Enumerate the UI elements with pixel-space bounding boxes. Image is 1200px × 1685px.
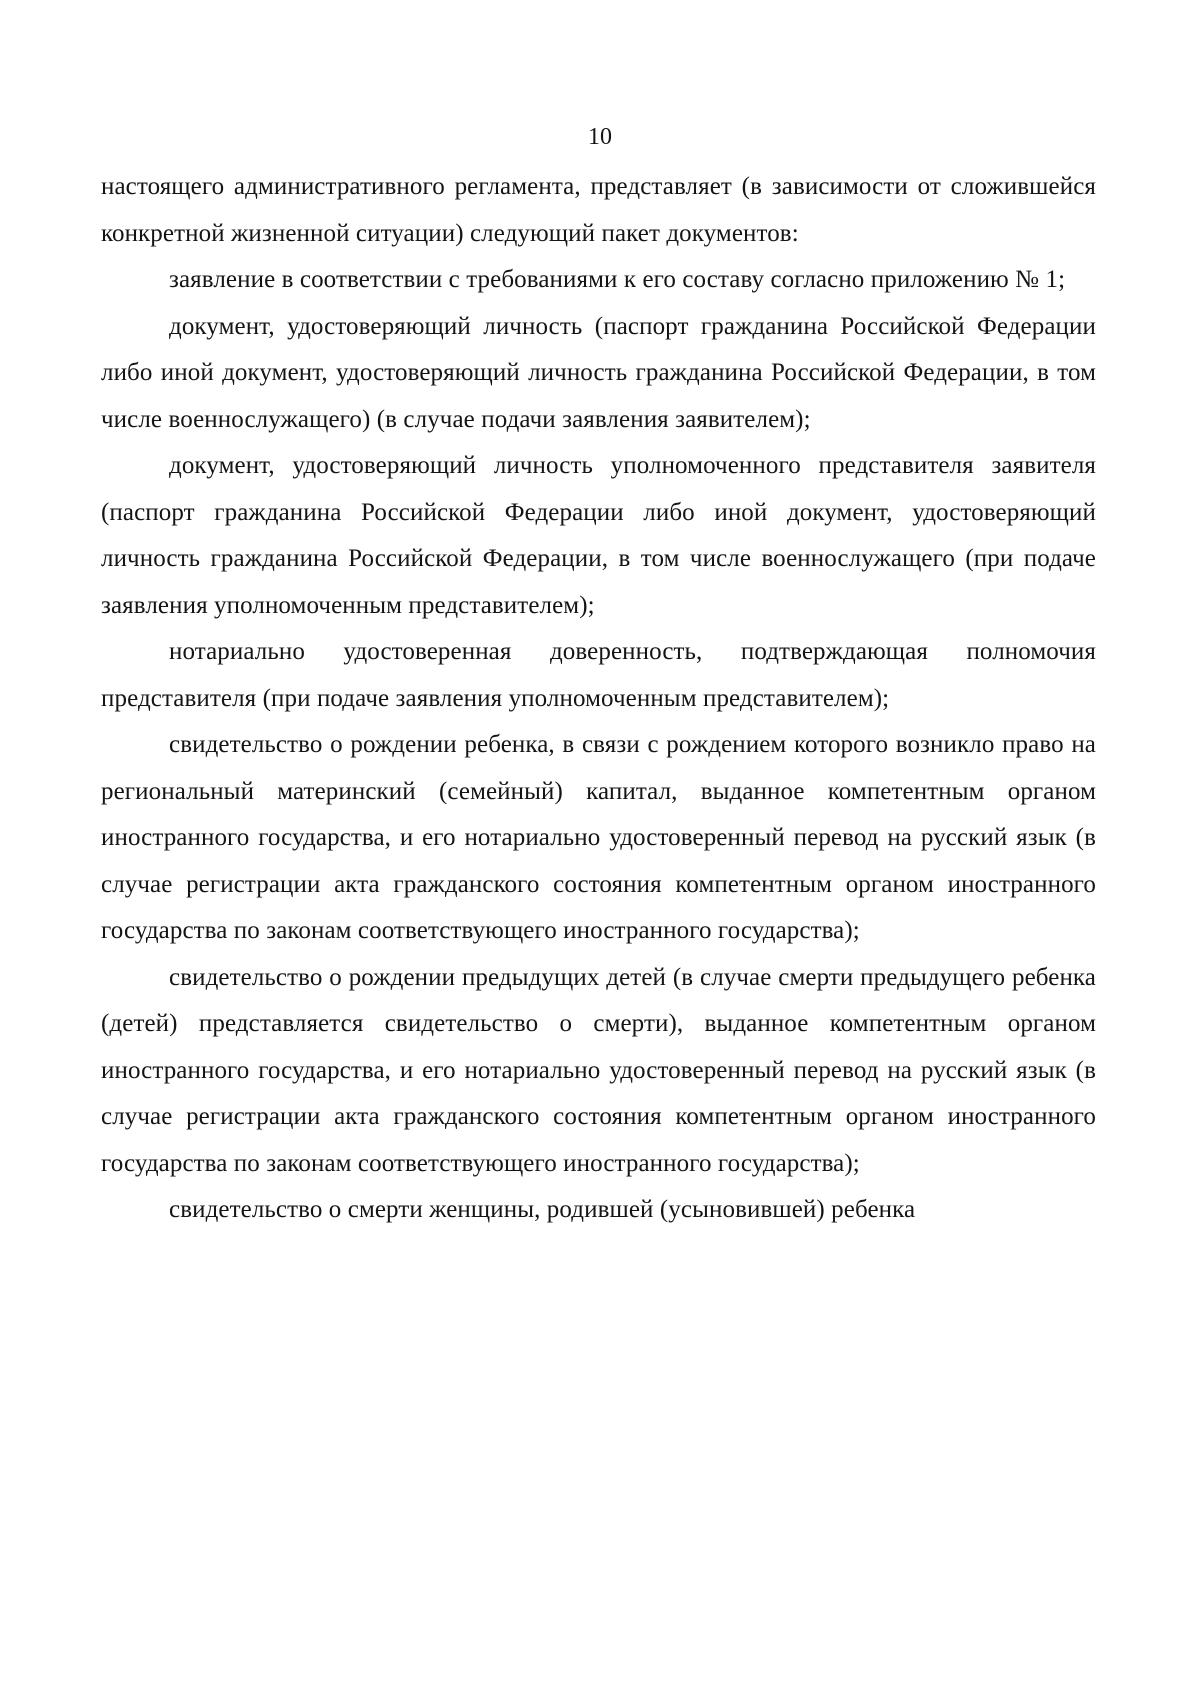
page-number: 10 <box>588 124 612 150</box>
paragraph-applicant-id: документ, удостоверяющий личность (паспорт гражданина Российской Федерации либо иной документ, удостоверяющий личность гражданина Российской Федерации, в том числе военнослужащего) (в случае подачи заявления заявителем); <box>101 312 1096 433</box>
paragraph-power-of-attorney: нотариально удостоверенная доверенность, подтверждающая полномочия представителя (при подаче заявления уполномоченным представителем); <box>101 638 1096 712</box>
paragraph-intro: настоящего административного регламента, представляет (в зависимости от сложившейся конкретной жизненной ситуации) следующий пакет документов: <box>101 173 1096 247</box>
paragraph-death-certificate: свидетельство о смерти женщины, родившей (усыновившей) ребенка <box>169 1196 916 1223</box>
paragraph-application: заявление в соответствии с требованиями к его составу согласно приложению № 1; <box>169 266 1066 293</box>
paragraph-child-birth-certificate: свидетельство о рождении ребенка, в связи с рождением которого возникло право на региональный материнский (семейный) капитал, выданное компетентным органом иностранного государства, и его нотариально удостоверенный перевод на русский язык (в случае регистрации акта гражданского состояния компетентным органом иностранного государства по законам соответствующего иностранного государства); <box>101 731 1096 944</box>
body-text <box>101 164 1096 1234</box>
paragraph-representative-id: документ, удостоверяющий личность уполномоченного представителя заявителя (паспорт гражданина Российской Федерации либо иной документ, удостоверяющий личность гражданина Российской Федерации, в том числе военнослужащего (при подаче заявления уполномоченным представителем); <box>101 452 1096 619</box>
paragraph-previous-children-certificates: свидетельство о рождении предыдущих детей (в случае смерти предыдущего ребенка (детей) представляется свидетельство о смерти), выданное компетентным органом иностранного государства, и его нотариально удостоверенный перевод на русский язык (в случае регистрации акта гражданского состояния компетентным органом иностранного государства по законам соответствующего иностранного государства); <box>101 963 1096 1177</box>
